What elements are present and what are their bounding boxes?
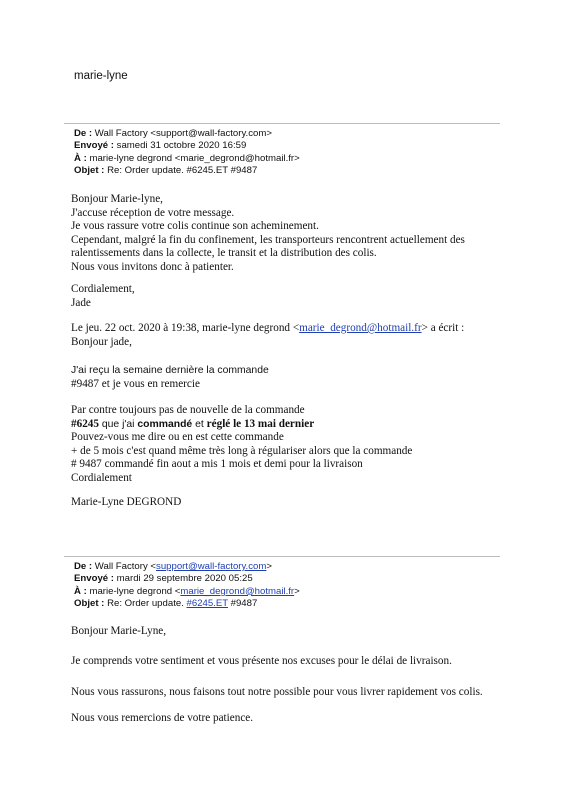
quote-para2-line: Pouvez-vous me dire ou en est cette commande <box>71 431 284 443</box>
email2-to-suffix: > <box>294 585 300 597</box>
quote-signature: Marie-Lyne DEGROND <box>71 496 182 508</box>
quote-para2-line: + de 5 mois c'est quand même très long à régulariser alors que la commande <box>71 444 413 457</box>
quote-greeting: Bonjour jade, <box>71 335 132 348</box>
email1-greeting: Bonjour Marie-lyne, <box>71 193 163 205</box>
email1-subject-value: Re: Order update. #6245.ET #9487 <box>107 165 258 177</box>
email1-to-row <box>74 153 300 165</box>
email1-to-label: À : <box>74 152 87 164</box>
email2-sent-row <box>74 573 300 585</box>
email2-subject-label: Objet : <box>74 598 105 610</box>
quote-intro-email-link[interactable]: marie_degrond@hotmail.fr <box>299 322 422 334</box>
email2-subject-row <box>74 598 300 610</box>
email1-from-row <box>74 128 300 140</box>
email2-from-link[interactable]: support@wall-factory.com <box>156 561 267 572</box>
email2-sent-value: mardi 29 septembre 2020 05:25 <box>116 573 253 585</box>
email1-sent-row <box>74 140 300 152</box>
top-sender-name: marie-lyne <box>74 70 128 82</box>
quote-paragraph-1 <box>71 364 269 391</box>
email2-from-label: De : <box>74 561 93 572</box>
email2-to-row <box>74 586 300 598</box>
email2-from-suffix: > <box>266 561 272 572</box>
quote-intro-line <box>71 322 464 336</box>
email2-paragraph-2: Nous vous rassurons, nous faisons tout notre possible pour vous livrer rapidement vos colis. <box>71 686 483 698</box>
email2-to-prefix: marie-lyne degrond < <box>89 585 181 597</box>
email2-from-prefix: Wall Factory < <box>94 561 157 572</box>
email1-sent-label: Envoyé : <box>74 140 114 152</box>
quote-text: que j'ai <box>98 418 138 430</box>
email1-body-line: J'accuse réception de votre message. <box>71 206 235 219</box>
email1-header <box>74 128 300 178</box>
email1-sent-value: samedi 31 octobre 2020 16:59 <box>116 140 247 152</box>
email2-header <box>74 561 300 611</box>
quote-para1-line: #9487 et je vous en remercie <box>71 377 200 390</box>
regle-bold: réglé le 13 mai dernier <box>206 417 315 430</box>
email2-subject-prefix: Re: Order update. <box>107 598 187 610</box>
quote-para2-line: # 9487 commandé fin aout a mis 1 mois et demi pour la livraison <box>71 458 363 470</box>
email2-subject-suffix: #9487 <box>227 598 258 610</box>
email2-subject-link[interactable]: #6245.ET <box>186 598 228 610</box>
email2-paragraph-3: Nous vous remercions de votre patience. <box>71 712 254 724</box>
quote-intro-after: > a écrit : <box>421 322 465 334</box>
email2-from-row <box>74 561 300 573</box>
quote-para2-line: Cordialement <box>71 471 132 484</box>
email2-paragraph-1: Je comprends votre sentiment et vous présente nos excuses pour le délai de livraison. <box>71 655 452 667</box>
quote-para2-line-mixed <box>71 418 412 432</box>
email-separator-1 <box>64 123 500 124</box>
email1-body-line: Je vous rassure votre colis continue son acheminement. <box>71 220 319 232</box>
quote-text: et <box>192 418 207 430</box>
email1-body <box>71 193 465 274</box>
commande-bold: commandé <box>137 418 193 430</box>
email2-greeting: Bonjour Marie-Lyne, <box>71 625 167 637</box>
quote-intro-before: Le jeu. 22 oct. 2020 à 19:38, marie-lyne degrond < <box>71 322 300 334</box>
quote-para1-line: J'ai reçu la semaine dernière la commande <box>71 365 269 376</box>
email1-signoff <box>71 283 135 310</box>
email1-from-label: De : <box>74 128 93 139</box>
email1-body-line: Cependant, malgré la fin du confinement, les transporteurs rencontrent actuellement des <box>71 233 465 246</box>
email1-from-value: Wall Factory <support@wall-factory.com> <box>94 128 272 139</box>
order-number-bold: #6245 <box>71 417 99 430</box>
email1-to-value: marie-lyne degrond <marie_degrond@hotmail.fr> <box>89 152 300 164</box>
email2-to-link[interactable]: marie_degrond@hotmail.fr <box>180 585 295 597</box>
quote-block-intro <box>71 322 464 349</box>
email1-closing: Cordialement, <box>71 283 135 295</box>
email1-signature: Jade <box>71 296 91 309</box>
email1-subject-row <box>74 165 300 177</box>
email-separator-2 <box>64 556 500 557</box>
quote-para2-line: Par contre toujours pas de nouvelle de la commande <box>71 404 305 416</box>
email1-body-line: ralentissements dans la collecte, le transit et la distribution des colis. <box>71 247 377 259</box>
email1-subject-label: Objet : <box>74 165 105 177</box>
email1-body-line: Nous vous invitons donc à patienter. <box>71 260 234 273</box>
email2-to-label: À : <box>74 585 87 597</box>
quote-paragraph-2 <box>71 404 412 485</box>
email2-sent-label: Envoyé : <box>74 573 114 585</box>
